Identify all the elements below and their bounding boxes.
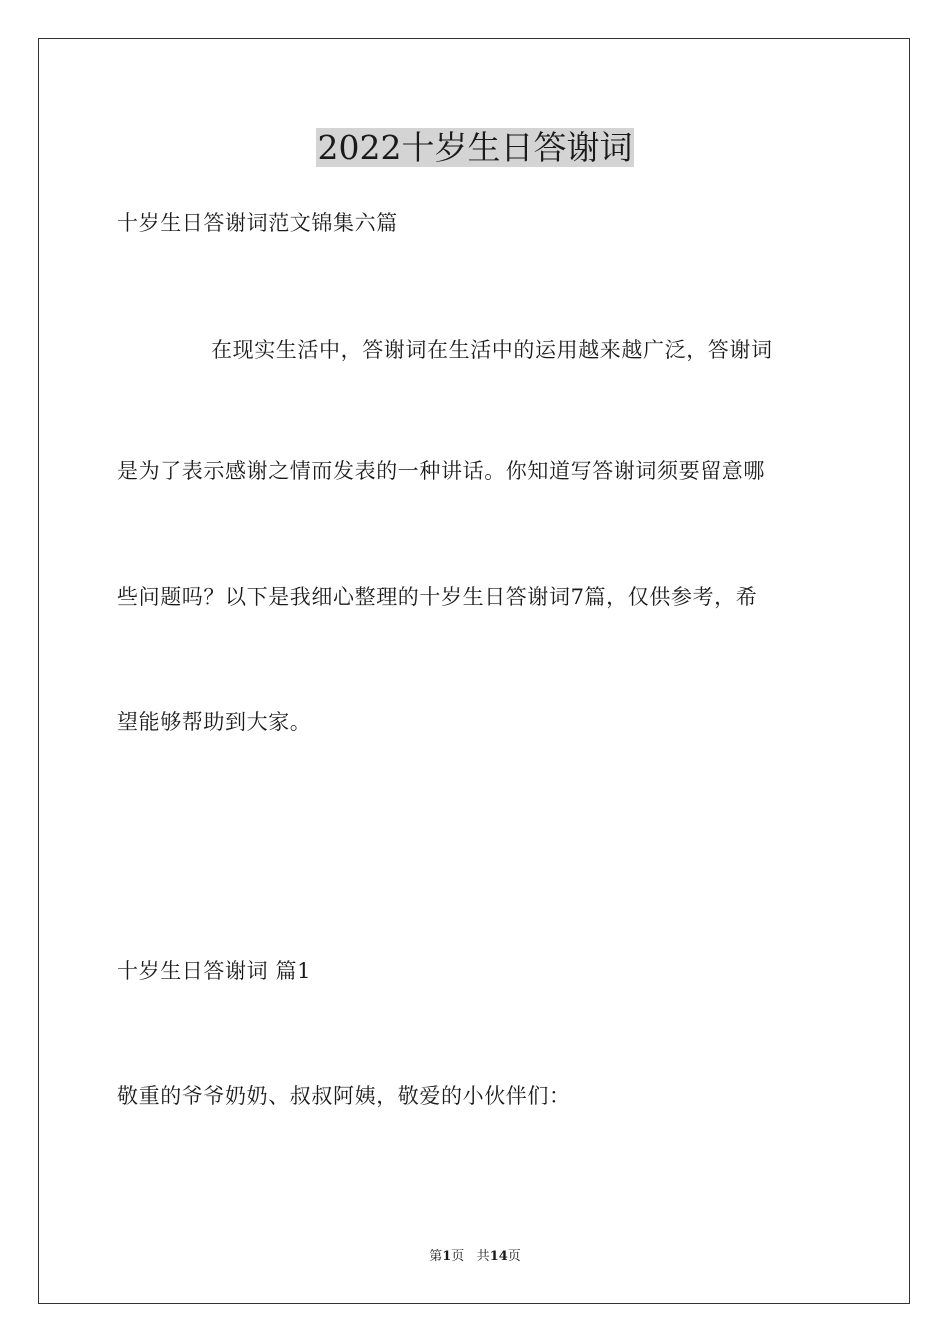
total-suffix: 页 [507,1249,521,1264]
greeting-line: 敬重的爷爷奶奶、叔叔阿姨，敬爱的小伙伴们： [117,1084,571,1108]
total-prefix: 共 [476,1249,490,1264]
document-subtitle: 十岁生日答谢词范文锦集六篇 [117,211,398,235]
page-number: 1 [442,1249,452,1264]
document-title [0,126,950,170]
intro-line: 在现实生活中，答谢词在生活中的运用越来越广泛，答谢词 [211,338,773,362]
section-heading: 十岁生日答谢词 篇1 [117,959,312,983]
intro-line: 是为了表示感谢之情而发表的一种讲话。你知道写答谢词须要留意哪 [117,459,765,483]
page-footer [0,1248,950,1266]
intro-line: 些问题吗？以下是我细心整理的十岁生日答谢词7篇，仅供参考，希 [117,585,758,609]
document-title-text: 2022十岁生日答谢词 [317,128,633,167]
total-pages: 14 [489,1249,508,1264]
page-suffix: 页 [451,1249,465,1264]
page-prefix: 第 [429,1249,443,1264]
intro-line: 望能够帮助到大家。 [117,710,312,734]
